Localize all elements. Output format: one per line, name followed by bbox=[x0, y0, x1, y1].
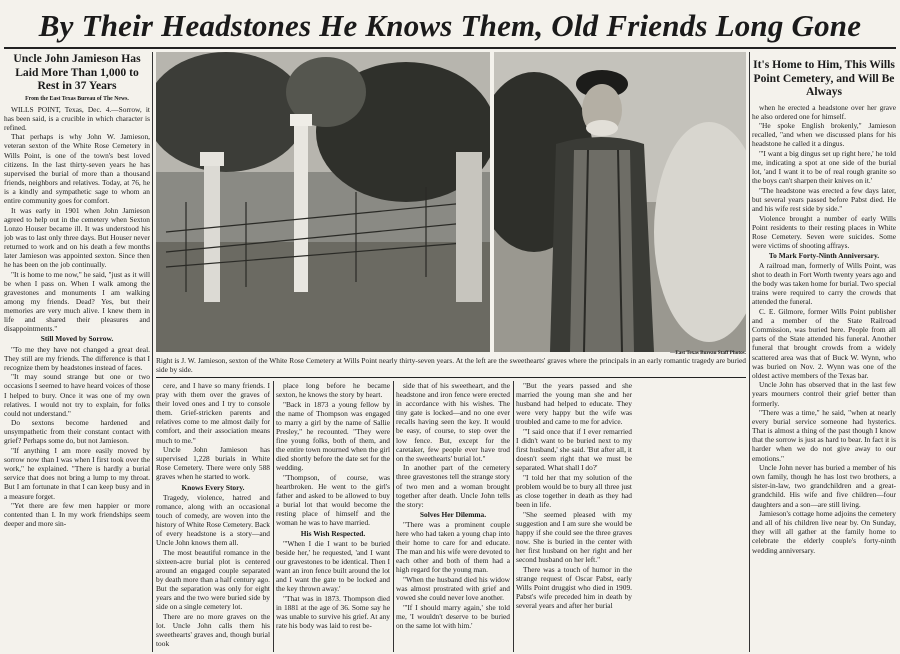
photo-credit: —East Texas Bureau Staff Photos. bbox=[670, 350, 746, 356]
paragraph: "There was a time," he said, "when at nearly every burial service someone had hysterics. That is almost a thing of the past though I know that the sorrow is just as hard to bear. In fact it is harder when we do not give away to our emotions." bbox=[752, 408, 896, 463]
paragraph: when he erected a headstone over her grave he also ordered one for himself. bbox=[752, 102, 896, 121]
column-rule bbox=[273, 381, 274, 652]
sweethearts-graves-photo bbox=[156, 52, 490, 352]
paragraph: Violence brought a number of early Wills Point residents to their resting places in White Rose Cemetery. Seven were suicides. Some were victims of shooting affrays. bbox=[752, 213, 896, 250]
paragraph: Uncle John Jamieson has supervised 1,228 burials in White Rose Cemetery. There were only 588 graves when he started to work. bbox=[156, 445, 270, 482]
right-deck: It's Home to Him, This Wills Point Cemetery, and Will Be Always bbox=[753, 58, 895, 98]
col4-body bbox=[396, 381, 510, 509]
photo-caption: Right is J. W. Jamieson, sexton of the White Rose Cemetery at Wills Point nearly thirty-seven years. At the left are the sweethearts' graves where the principals in an early romantic tragedy are buried side by side. bbox=[156, 356, 746, 374]
paragraph: "Yet there are few men happier or more contented than I. In my work friendships seem deeper and more sin- bbox=[4, 501, 150, 529]
col2-body-b bbox=[156, 493, 270, 649]
paragraph: C. E. Gilmore, former Wills Point publisher and a member of the State Railroad Commission, was buried here. People from all parts of the State attended his funeral. Another funeral that brought crowds from a widely scattered area was that of Buck W. Wynn, who was buried on Nov. 2. Wynn was one of the oldest active members of the Texas bar. bbox=[752, 307, 896, 380]
paragraph: "'I said once that if I ever remarried I didn't want to be buried next to my first husband,' she said. 'But after all, it doesn't seem right that we must be separated. What shall I do?' bbox=[516, 426, 632, 473]
col3-body bbox=[276, 381, 390, 528]
col6-body-b bbox=[752, 261, 896, 555]
paragraph: "It is home to me now," he said, "just as it will be when I pass on. When I walk among the gravestones and monuments I am walking among my friends. Dead? Yes, but their memories are very much alive. I knew them in life and shared their pleasures and disappointments." bbox=[4, 269, 150, 334]
paragraph: "'When I die I want to be buried beside her,' he requested, 'and I want our gravestones to be identical. Then I want an iron fence built around the lot and I want the gate to be locked and the key thrown away.' bbox=[276, 538, 390, 594]
caption-rule bbox=[156, 377, 746, 378]
paragraph: "If anything I am more easily moved by sorrow now than I was when I first took over the work," he explained. "There is hardly a burial service that does not bring a lump to my throat. But I am fortunate in that I can keep busy and in a measure forget. bbox=[4, 446, 150, 501]
headline-rule bbox=[4, 47, 896, 49]
column-rule bbox=[513, 381, 514, 652]
col6-subhead: To Mark Forty-Ninth Anniversary. bbox=[768, 251, 880, 260]
paragraph: WILLS POINT, Texas, Dec. 4.—Sorrow, it has been said, is a crucible in which character is refined. bbox=[4, 104, 150, 132]
column-6 bbox=[752, 52, 896, 652]
col1-body-b bbox=[4, 345, 150, 529]
paragraph: There was a touch of humor in the strange request of Oscar Pabst, early Wills Point druggist who died in 1909. Pabst's wife preceded him in death by several years and after her burial bbox=[516, 564, 632, 611]
paragraph: Jamieson's cottage home adjoins the cemetery and all of his children live near by. On Sunday, they will all gather at the family home to celebrate the elderly couple's forty-ninth wedding anniversary. bbox=[752, 509, 896, 555]
paragraph: side that of his sweetheart, and the headstone and iron fence were erected in accordance with his wishes. The tiny gate is locked—and no one ever recalls having seen the key. It would be easy, of course, to step over the low fence. But, except for the caretaker, few people ever have trod on the sweethearts' burial lot." bbox=[396, 381, 510, 463]
paragraph: "The headstone was erected a few days later, but several years passed before Pabst died. He and his wife rest side by side." bbox=[752, 185, 896, 214]
paragraph: Uncle John never has buried a member of his own family, though he has lost two brothers, a sister-in-law, two grandchildren and a great-grandchild. His wife and five children—four daughters and a son—are still living. bbox=[752, 463, 896, 509]
left-deck: Uncle John Jamieson Has Laid More Than 1,000 to Rest in 37 Years bbox=[13, 52, 141, 92]
paragraph: "That was in 1873. Thompson died in 1881 at the age of 36. Some say he was unable to survive his grief. At any rate his body was laid to rest be- bbox=[276, 593, 390, 630]
column-3 bbox=[276, 381, 390, 652]
dateline: From the East Texas Bureau of The News. bbox=[25, 95, 129, 102]
column-rule bbox=[393, 381, 394, 652]
paragraph: Do sextons become hardened and unsympathetic from their constant contact with grief? Perhaps some do, but not Jamieson. bbox=[4, 418, 150, 446]
paragraph: That perhaps is why John W. Jamieson, veteran sexton of the White Rose Cemetery in Wills Point, is one of the town's best loved citizens. In the last thirty-seven years he has supervised the burial of more than a thousand friends, neighbors and relatives. Today, at 76, he is a kindly and sympathetic sage to whom an entire community goes for comfort. bbox=[4, 132, 150, 206]
column-5 bbox=[516, 381, 632, 652]
paragraph: It was early in 1901 when John Jamieson agreed to help out in the cemetery when Sexton Lonzo Houser became ill. It was understood his job was to last only three days. But Houser never returned to work and on his death a few months later Jamieson was appointed sexton. Since then he has been on the job continually. bbox=[4, 205, 150, 270]
col1-subhead: Still Moved by Sorrow. bbox=[40, 334, 114, 344]
paragraph: "Back in 1873 a young fellow by the name of Thompson was engaged to marry a girl by the name of Sallie Presley," he recounted. "They were fine young folks, both of them, and the entire town mourned when the girl died shortly before the date set for the wedding. bbox=[276, 399, 390, 473]
paragraph: place long before he became sexton, he knows the story by heart. bbox=[276, 381, 390, 400]
paragraph: "She seemed pleased with my suggestion and I am sure she would be happy if she could see the three graves now. She is buried in the center with her first husband on her right and her second husband on her left." bbox=[516, 509, 632, 565]
paragraph: "It may sound strange but one or two occasions I seemed to have heard voices of those I helped to bury. Once it was one of my own relatives. I would not try to explain, for folks could not understand." bbox=[4, 372, 150, 418]
paragraph: cere, and I have so many friends. I pray with them over the graves of their loved ones and I try to console them. Grief-stricken parents and relatives come to me almost daily for comfort, and their association means much to me." bbox=[156, 381, 270, 445]
paragraph: "'I want a big dingus set up right here,' he told me, indicating a spot at one side of the burial lot, 'and I want it to be of real rough granite so the boys can't sharpen their knives on it.' bbox=[752, 148, 896, 186]
col6-body bbox=[752, 103, 896, 251]
paragraph: In another part of the cemetery three gravestones tell the strange story of two men and a woman brought together after death. Uncle John tells the story: bbox=[396, 463, 510, 509]
paragraph: Uncle John has observed that in the last few years mourners control their grief better than formerly. bbox=[752, 380, 896, 408]
col3-subhead: His Wish Respected. bbox=[300, 528, 366, 538]
col4-body-b bbox=[396, 520, 510, 630]
paragraph: "There was a prominent couple here who had taken a young chap into their home to care for and educate. The man and his wife were devoted to each other and both of them had a high regard for the young man. bbox=[396, 519, 510, 575]
col4-subhead: Solves Her Dilemma. bbox=[419, 509, 487, 519]
column-rule bbox=[749, 52, 750, 652]
column-4 bbox=[396, 381, 510, 652]
paragraph: Tragedy, violence, hatred and romance, along with an occasional touch of comedy, are woven into the history of White Rose Cemetery. Back of every headstone is a story—and Uncle John knows them all. bbox=[156, 492, 270, 548]
paragraph: "Thompson, of course, was heartbroken. He went to the girl's father and asked to be allowed to buy a burial lot that would become the resting place of himself and the woman he was to have married. bbox=[276, 472, 390, 528]
column-2 bbox=[156, 381, 270, 652]
paragraph: "But the years passed and she married the young man she and her husband had helped to educate. They were very happy but the wife was troubled and came to me for advice. bbox=[516, 381, 632, 427]
sexton-portrait-photo bbox=[494, 52, 746, 352]
paragraph: A railroad man, formerly of Wills Point, was shot to death in Fort Worth twenty years ago and the body was taken home for burial. Two special trains were required to carry the crowds that attended the funeral. bbox=[752, 261, 896, 307]
col1-body bbox=[4, 105, 150, 334]
column-rule bbox=[152, 52, 153, 652]
paragraph: "I told her that my solution of the problem would be to bury all three just as close together in death as they had been in life. bbox=[516, 472, 632, 510]
col2-subhead: Knows Every Story. bbox=[181, 482, 245, 492]
headline: By Their Headstones He Knows Them, Old Friends Long Gone bbox=[38, 8, 862, 43]
paragraph: "'If I should marry again,' she told me, 'I wouldn't deserve to be buried on the same lot with him.' bbox=[396, 602, 510, 630]
paragraph: There are no more graves on the lot. Uncle John calls them his sweethearts' graves and, though burial took bbox=[156, 611, 270, 649]
col2-body bbox=[156, 381, 270, 482]
col5-body bbox=[516, 381, 632, 610]
paragraph: "To me they have not changed a great deal. They still are my friends. The difference is that I recognize them by headstones instead of faces. bbox=[4, 344, 150, 372]
column-1 bbox=[4, 52, 150, 652]
paragraph: "He spoke English brokenly," Jamieson recalled, "and when we discussed plans for his headstone he called it a dingus. bbox=[752, 121, 896, 149]
paragraph: "When the husband died his widow was almost prostrated with grief and vowed she could never love another. bbox=[396, 574, 510, 603]
col3-body-b bbox=[276, 539, 390, 630]
paragraph: The most beautiful romance in the sixteen-acre burial plot is centered around an engaged couple separated by death more than a half century ago. But the separation was only for eight years and the two were buried side by side on a single cemetery lot. bbox=[156, 547, 270, 612]
